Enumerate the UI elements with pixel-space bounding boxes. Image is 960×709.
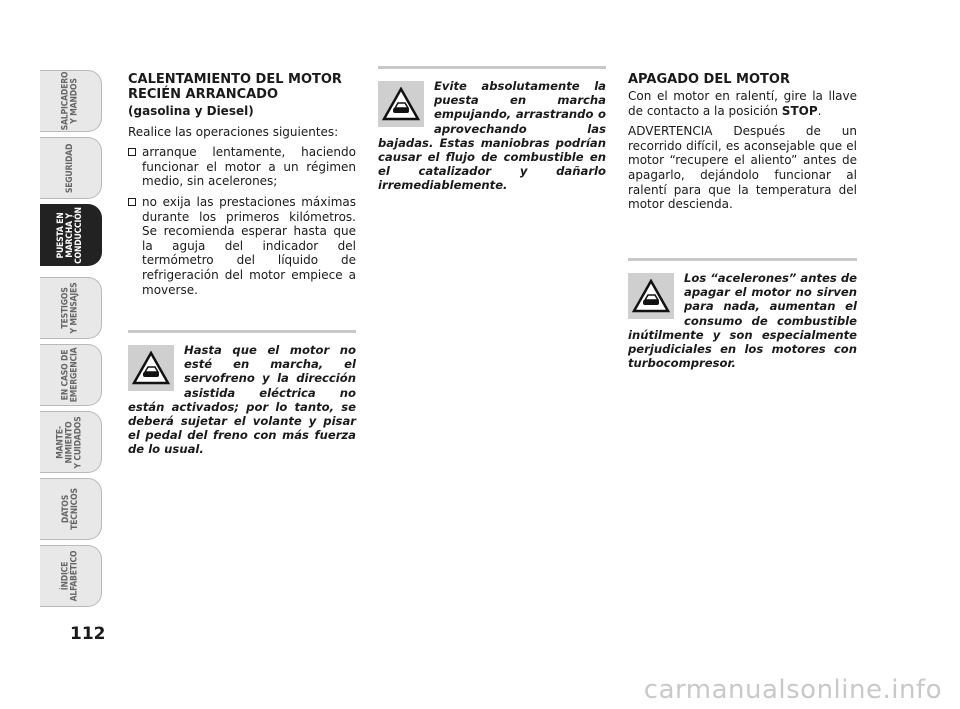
warning-text: Los “acelerones” antes de apagar el motor no sirven para nada, aumentan el consumo de combustible inútilmente y son especialmente perjudiciales en los motores con turbocompresor.	[628, 271, 857, 371]
warning-triangle-icon	[628, 273, 674, 319]
checkbox-bullet-icon	[128, 198, 136, 206]
list-item: arranque lentamente, haciendo funcionar el motor a un régimen medio, sin acelerones;	[128, 145, 356, 189]
section-title: CALENTAMIENTO DEL MOTOR RECIÉN ARRANCADO	[128, 72, 342, 102]
warning-triangle-icon	[378, 81, 424, 127]
list-item: no exija las prestaciones máximas durante los primeros kilómetros. Se recomienda esperar hasta que la aguja del indicador del termómetro del líquido de refrigeración del motor empiece a moverse.	[128, 195, 356, 297]
tab-label: DATOS TÉCNICOS	[60, 488, 80, 530]
instruction-list	[128, 145, 356, 297]
section-title: APAGADO DEL MOTOR	[628, 72, 790, 87]
tab-label: SEGURIDAD	[64, 143, 75, 193]
warning-box	[128, 330, 356, 457]
warning-text: Evite absolutamente la puesta en marcha empujando, arrastrando o aprovechando las bajadas. Estas maniobras podrían causar el flujo de combustible en el catalizador y dañarlo irremediablemente.	[378, 79, 606, 193]
tab-puesta-en-marcha[interactable]	[40, 204, 102, 266]
tab-indice[interactable]	[40, 545, 102, 607]
tab-label: ÍNDICE ALFABÉTICO	[60, 550, 80, 602]
tab-mantenimiento[interactable]	[40, 411, 102, 473]
tab-testigos[interactable]	[40, 277, 102, 339]
watermark: carmanualsonline.info	[643, 675, 942, 705]
page-number: 112	[70, 624, 106, 644]
tab-emergencia[interactable]	[40, 344, 102, 406]
section-subtitle: (gasolina y Diesel)	[128, 104, 254, 118]
paragraph: Con el motor en ralentí, gire la llave de contacto a la posición STOP.	[628, 89, 857, 118]
paragraph: ADVERTENCIA Después de un recorrido difícil, es aconsejable que el motor “recupere el aliento” antes de apagarlo, dejándolo funcionar al ralentí para que la temperatura del motor descienda.	[628, 124, 857, 212]
warning-box	[628, 258, 857, 370]
left-column	[128, 72, 356, 303]
tab-label: MANTE- NIMIENTO Y CUIDADOS	[55, 415, 84, 469]
tab-label: TESTIGOS Y MENSAJES	[60, 282, 80, 334]
intro-text: Realice las operaciones siguientes:	[128, 124, 339, 139]
tab-label: PUESTA EN MARCHA Y CONDUCCIÓN	[56, 206, 84, 264]
checkbox-bullet-icon	[128, 148, 136, 156]
tab-label: EN CASO DE EMERGENCIA	[60, 347, 80, 403]
tab-seguridad[interactable]	[40, 137, 102, 199]
warning-triangle-icon	[128, 345, 174, 391]
tab-label: SALPICADERO Y MANDOS	[60, 71, 80, 131]
right-column	[628, 72, 857, 218]
warning-text: Hasta que el motor no esté en marcha, el servofreno y la dirección asistida eléctrica no están activados; por lo tanto, se deberá sujetar el volante y pisar el pedal del freno con más fuerza de lo usual.	[128, 343, 356, 457]
warning-box	[378, 66, 606, 193]
tab-salpicadero[interactable]	[40, 70, 102, 132]
tab-datos-tecnicos[interactable]	[40, 478, 102, 540]
